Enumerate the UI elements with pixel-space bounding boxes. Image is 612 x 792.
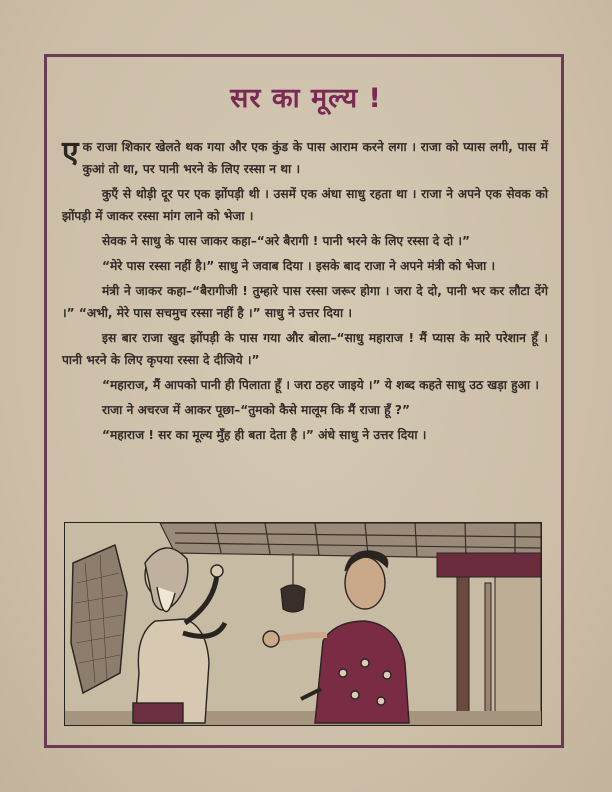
hut-curtain — [437, 553, 541, 577]
hut-pillar — [457, 563, 469, 725]
story-paragraph: “महाराज, मैं आपको पानी ही पिलाता हूँ । जरा ठहर जाइये ।” ये शब्द कहते साधु उठ खड़ा हुआ । — [102, 378, 539, 392]
story-paragraph: “महाराज ! सर का मूल्य मुँह ही बता देता है ।” अंधे साधु ने उत्तर दिया । — [102, 428, 427, 442]
story-paragraph: कुएँ से थोड़ी दूर पर एक झोंपड़ी थी । उसमें एक अंधा साधु रहता था । राजा ने अपने एक सेवक को झोंपड़ी में जाकर रस्सा मांग लाने को भेजा । — [62, 187, 548, 223]
story-paragraph: राजा ने अचरज में आकर पूछा–“तुमको कैसे मालूम कि मैं राजा हूँ ?” — [102, 403, 410, 417]
story-text — [62, 136, 548, 449]
story-paragraph: एक राजा शिकार खेलते थक गया और एक कुंड के पास आराम करने लगा । राजा को प्यास लगी, पास में कुआं तो था, पर पानी भरने के लिए रस्सा न था । — [62, 135, 548, 176]
story-paragraph: इस बार राजा खुद झोंपड़ी के पास गया और बोला–“साधु महाराज ! मैं प्यास के मारे परेशान हूँ । पानी भरने के लिए कृपया रस्सा दे दीजिये ।” — [62, 331, 548, 367]
story-paragraph: सेवक ने साधु के पास जाकर कहा–“अरे बैरागी ! पानी भरने के लिए रस्सा दे दो ।” — [102, 234, 471, 248]
illustration-drawing — [65, 523, 541, 725]
story-paragraph: मंत्री ने जाकर कहा–“बैरागीजी ! तुम्हारे पास रस्सा जरूर होगा । जरा दे दो, पानी भर कर लौटा देंगे ।” “अभी, मेरे पास सचमुच रस्सा नहीं है ।” साधु ने उत्तर दिया । — [62, 284, 548, 320]
story-paragraph: “मेरे पास रस्सा नहीं है।” साधु ने जवाब दिया । इसके बाद राजा ने अपने मंत्री को भेजा । — [102, 259, 496, 273]
drop-cap: ए — [62, 135, 79, 170]
story-title: सर का मूल्य ! — [230, 83, 382, 114]
hut-pillar — [485, 583, 491, 725]
story-illustration — [64, 522, 542, 726]
